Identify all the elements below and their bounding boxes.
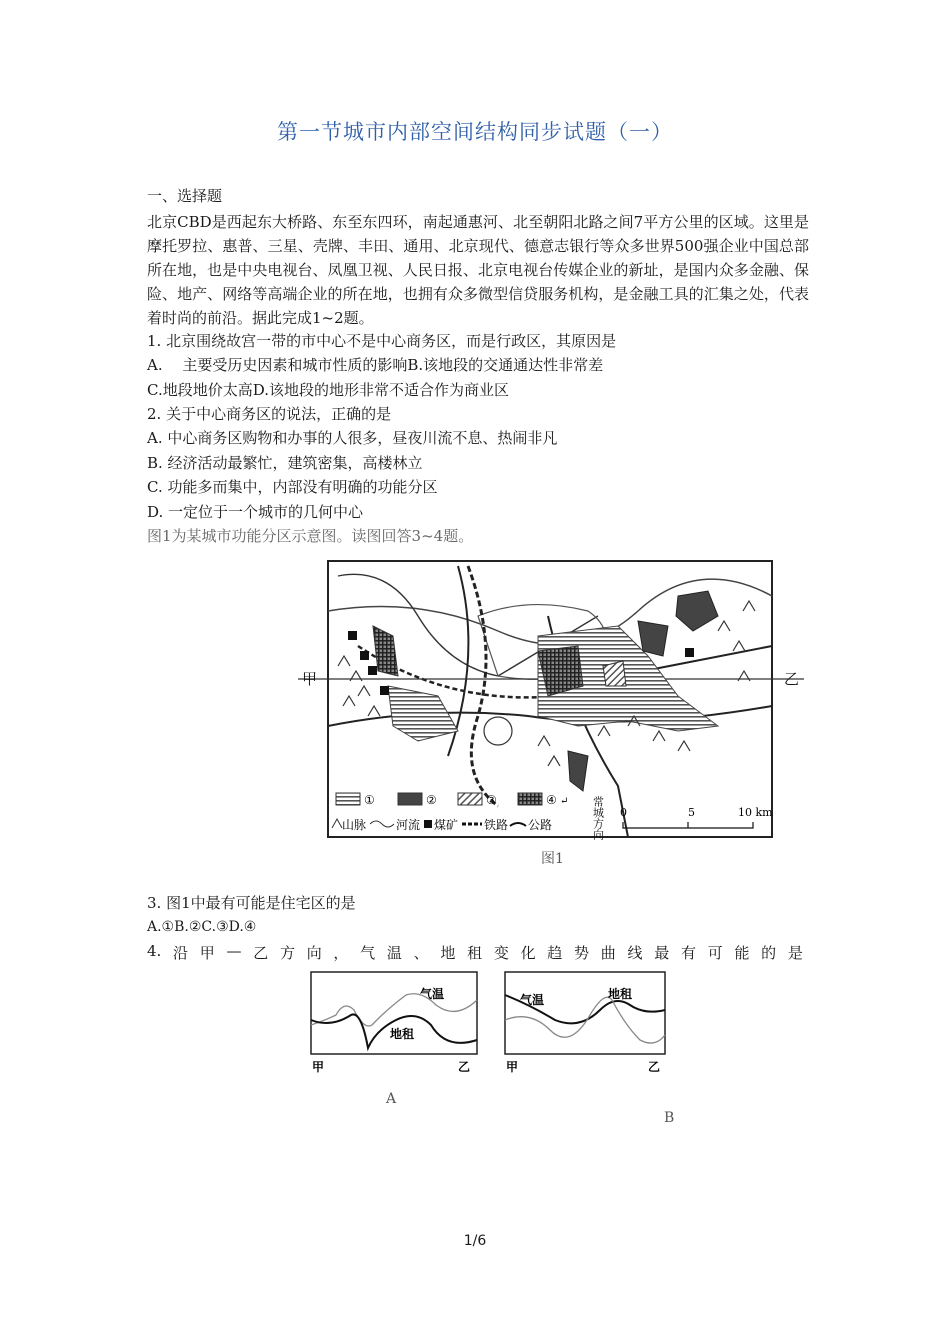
option-b-temp-label: 气温 — [520, 993, 545, 1007]
q4-char: 气 — [360, 944, 376, 962]
page-number: 1/6 — [463, 1233, 487, 1249]
option-a-rent-label: 地租 — [390, 1027, 415, 1041]
q4-char: — — [226, 942, 242, 960]
mine-marker — [360, 651, 369, 660]
q2-option-c: C. 功能多而集中，内部没有明确的功能分区 — [147, 478, 438, 496]
option-b-frame — [505, 972, 665, 1054]
map-label-yi: 乙 — [784, 670, 800, 688]
scale-tick-0: 0 — [620, 806, 627, 819]
legend-mine: 煤矿 — [434, 818, 459, 832]
legend-zone-4: ④ — [546, 793, 557, 807]
q4-char: 向 — [306, 944, 322, 962]
q4-char: 甲 — [199, 944, 215, 962]
figure-intro: 图1为某城市功能分区示意图。读图回答3~4题。 — [147, 527, 474, 545]
intro-paragraph: 北京CBD是西起东大桥路、东至东四环，南起通惠河、北至朝阳北路之间7平方公里的区域。这里是摩托罗拉、惠普、三星、壳牌、丰田、通用、北京现代、德意志银行等众多世界500强企业中国总部所在地，也是中央电视台、凤凰卫视、人民日报、北京电视台传媒企业的新址，是国内众多金融、保险、地产、网络等高端企业的所在地，也拥有众多微型信贷服务机构，是金融工具的汇集之处，代表着时尚的前沿。据此完成1~2题。 — [147, 213, 809, 327]
legend-railway: 铁路 — [484, 818, 509, 832]
q4-char: 沿 — [173, 944, 189, 962]
q3-options: A.①B.②C.③D.④ — [147, 919, 257, 935]
legend-zone-2: ② — [426, 793, 437, 807]
q4-char: 租 — [467, 944, 483, 962]
q1-options-ab: A. 主要受历史因素和城市性质的影响B.该地段的交通通达性非常差 — [147, 356, 604, 374]
mine-marker — [348, 631, 357, 640]
option-a-chart — [306, 970, 482, 1080]
q4-char: 乙 — [253, 944, 269, 962]
option-b-yi: 乙 — [648, 1060, 661, 1074]
q4-char: 方 — [279, 944, 295, 962]
q1-options-cd: C.地段地价太高D.该地段的地形非常不适合作为商业区 — [147, 381, 509, 399]
q4-char: 化 — [520, 944, 536, 962]
legend-zone-1: ① — [364, 793, 375, 807]
direction-label: 常城方向 — [591, 796, 605, 840]
scale-tick-10: 10 km — [738, 806, 773, 819]
legend-road: 公路 — [528, 818, 553, 832]
option-a-temp-label: 气温 — [420, 987, 445, 1001]
q4-char: 线 — [627, 944, 643, 962]
q3-stem: 3. 图1中最有可能是住宅区的是 — [147, 894, 356, 912]
city-zoning-map — [298, 556, 804, 846]
legend-arrow: ↵ — [560, 796, 569, 807]
q2-stem: 2. 关于中心商务区的说法，正确的是 — [147, 405, 392, 423]
legend-zone-3: ③ — [486, 793, 497, 807]
option-b-caption: B — [664, 1110, 675, 1126]
q4-char: 是 — [787, 944, 803, 962]
option-b-jia: 甲 — [506, 1060, 519, 1074]
page-title: 第一节城市内部空间结构同步试题（一） — [277, 120, 673, 144]
q4-char: 4. — [147, 942, 162, 960]
mine-marker — [380, 686, 389, 695]
q2-option-d: D. 一定位于一个城市的几何中心 — [147, 503, 364, 521]
mine-marker — [685, 648, 694, 657]
q4-char: ， — [333, 944, 349, 962]
option-b-chart — [500, 970, 670, 1080]
mine-icon — [424, 820, 432, 828]
q4-stem — [147, 942, 803, 963]
legend-river: 河流 — [396, 818, 421, 832]
figure-caption: 图1 — [541, 851, 564, 867]
q2-option-a: A. 中心商务区购物和办事的人很多，昼夜川流不息、热闹非凡 — [147, 429, 558, 447]
option-a-caption: A — [386, 1091, 397, 1107]
mine-marker — [368, 666, 377, 675]
section-heading: 一、选择题 — [147, 187, 223, 205]
option-b-rent-label: 地租 — [608, 987, 633, 1001]
q4-char: 、 — [413, 944, 429, 962]
zone-3 — [603, 661, 626, 686]
q1-stem: 1. 北京围绕故宫一带的市中心不是中心商务区，而是行政区，其原因是 — [147, 332, 617, 350]
q4-char: 有 — [680, 944, 696, 962]
q4-char: 地 — [440, 944, 456, 962]
q4-char: 势 — [574, 944, 590, 962]
q4-char: 的 — [761, 944, 777, 962]
map-label-jia: 甲 — [302, 670, 318, 688]
q4-char: 温 — [386, 944, 402, 962]
q4-char: 趋 — [547, 944, 563, 962]
zone-2-east — [638, 621, 668, 656]
legend-mountain: 山脉 — [342, 818, 367, 832]
q4-char: 曲 — [600, 944, 616, 962]
q4-char: 变 — [493, 944, 509, 962]
option-a-jia: 甲 — [312, 1060, 325, 1074]
q4-char: 可 — [707, 944, 723, 962]
option-a-yi: 乙 — [458, 1060, 471, 1074]
q4-char: 最 — [654, 944, 670, 962]
q4-char: 能 — [734, 944, 750, 962]
q2-option-b: B. 经济活动最繁忙，建筑密集，高楼林立 — [147, 454, 423, 472]
scale-tick-5: 5 — [688, 806, 695, 819]
